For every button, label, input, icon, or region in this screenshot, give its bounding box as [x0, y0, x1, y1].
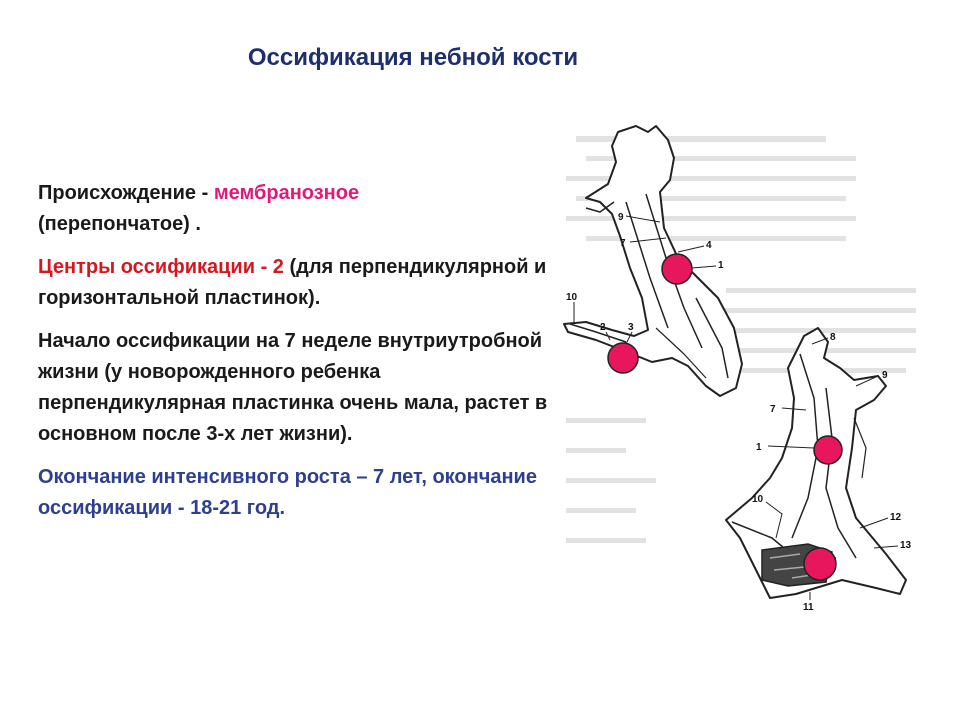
lower-label: 9 — [882, 370, 888, 381]
upper-label: 7 — [620, 238, 626, 249]
lower-label: 13 — [900, 540, 912, 551]
lower-label: 7 — [770, 404, 776, 415]
centers-label: Центры оссификации - 2 — [38, 256, 290, 278]
slide-body — [38, 178, 558, 536]
origin-paragraph — [38, 178, 558, 240]
upper-label: 2 — [600, 322, 606, 333]
lower-label: 12 — [890, 512, 902, 523]
completion-paragraph: Окончание интенсивного роста – 7 лет, окончание оссификации - 18-21 год. — [38, 466, 537, 519]
ossification-center-marker — [608, 343, 638, 373]
ossification-center-marker — [804, 548, 836, 580]
centers-rest: (для перпендикулярной и горизонтальной пластинок). — [38, 256, 547, 309]
bone-illustration — [556, 118, 930, 618]
palatine-bone-figure — [556, 118, 930, 618]
upper-bone-drawing — [564, 126, 742, 396]
upper-label: 10 — [566, 292, 578, 303]
lower-label: 1 — [756, 442, 762, 453]
ossification-center-marker — [814, 436, 842, 464]
centers-paragraph — [38, 252, 558, 314]
upper-label: 1 — [718, 260, 724, 271]
upper-label: 4 — [706, 240, 712, 251]
onset-paragraph: Начало оссификации на 7 неделе внутриутробной жизни (у новорожденного ребенка перпендикулярная пластинка очень мала, растет в основном после 3-х лет жизни). — [38, 330, 548, 445]
lower-label: 11 — [803, 602, 814, 613]
ossification-center-marker — [662, 254, 692, 284]
upper-label: 9 — [618, 212, 624, 223]
lower-label: 8 — [830, 332, 836, 343]
origin-rest: (перепончатое) . — [38, 213, 201, 235]
slide-title: Оссификация небной кости — [247, 44, 579, 71]
lower-label: 10 — [752, 494, 764, 505]
origin-label: Происхождение - — [38, 182, 214, 204]
origin-value: мембранозное — [213, 182, 360, 204]
upper-label: 3 — [628, 322, 634, 333]
